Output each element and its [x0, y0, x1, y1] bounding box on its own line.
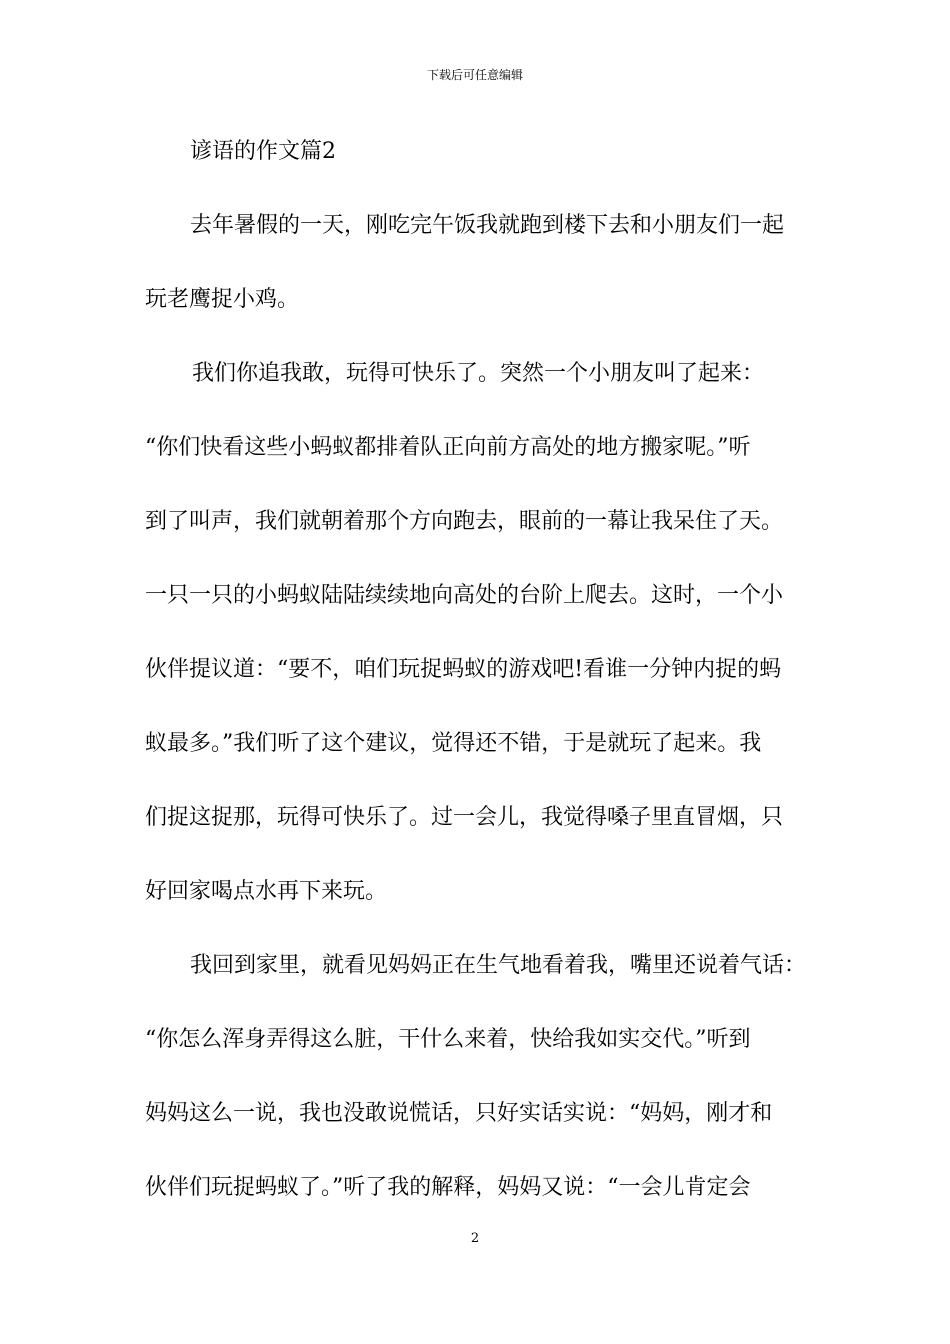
paragraph-line-13: 妈妈这么一说，我也没敢说慌话，只好实话实说：“妈妈，刚才和 [145, 1101, 773, 1126]
paragraph-line-6: 一只一只的小蚂蚁陆陆续续地向高处的台阶上爬去。这时，一个小 [145, 583, 784, 608]
paragraph-line-8: 蚁最多。”我们听了这个建议，觉得还不错，于是就玩了起来。我 [145, 731, 762, 756]
paragraph-line-14: 伙伴们玩捉蚂蚁了。”听了我的解释，妈妈又说：“一会儿肯定会 [145, 1175, 751, 1200]
header-note: 下载后可任意编辑 [426, 68, 523, 82]
paragraph-line-12: “你怎么浑身弄得这么脏，干什么来着，快给我如实交代。”听到 [145, 1027, 751, 1052]
paragraph-line-11: 我回到家里，就看见妈妈正在生气地看着我，嘴里还说着气话： [190, 953, 807, 978]
paragraph-line-10: 好回家喝点水再下来玩。 [145, 879, 388, 904]
page-number: 2 [470, 1231, 480, 1246]
paragraph-line-5: 到了叫声，我们就朝着那个方向跑去，眼前的一幕让我呆住了天。 [145, 509, 784, 534]
section-title: 谚语的作文篇2 [190, 139, 336, 164]
paragraph-line-4: “你们快看这些小蚂蚁都排着队正向前方高处的地方搬家呢。”听 [145, 435, 751, 460]
paragraph-line-1: 去年暑假的一天，刚吃完午饭我就跑到楼下去和小朋友们一起 [190, 213, 785, 238]
paragraph-line-2: 玩老鹰捉小鸡。 [145, 287, 300, 312]
paragraph-line-7: 伙伴提议道：“要不，咱们玩捉蚂蚁的游戏吧!看谁一分钟内捉的蚂 [145, 657, 782, 682]
paragraph-line-3: 我们你追我敢，玩得可快乐了。突然一个小朋友叫了起来： [192, 361, 765, 386]
paragraph-line-9: 们捉这捉那，玩得可快乐了。过一会儿，我觉得嗓子里直冒烟，只 [145, 805, 784, 830]
